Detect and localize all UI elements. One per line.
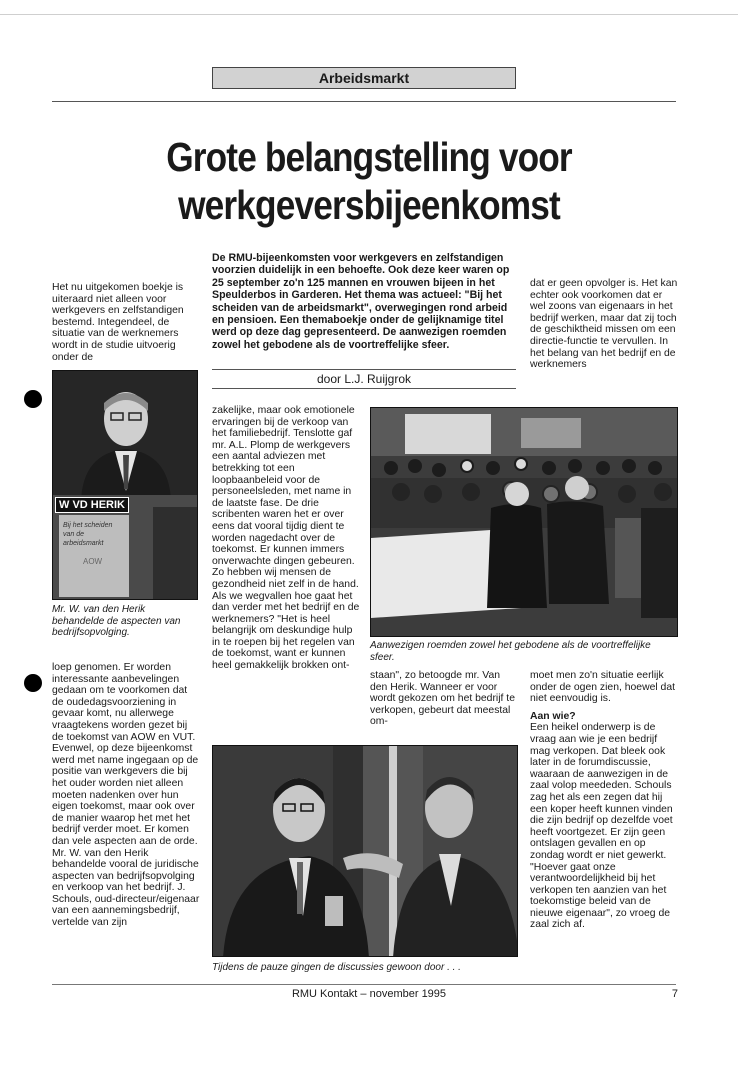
margin-dot	[24, 674, 42, 692]
right-lower-text-a: moet men zo'n situatie eerlijk onder de ogen zien, hoewel dat niet eenvoudig is.	[530, 670, 676, 705]
speaker-banner-text: Bij het scheiden van de arbeidsmarkt	[63, 522, 113, 547]
headline-line-2: werkgeversbijeenkomst	[178, 182, 560, 228]
intro-paragraph: De RMU-bijeenkomsten voor werkgevers en zelfstandigen voorzien duidelijk in een behoefte. Ook deze keer waren op 25 september zo'n 125 mannen en vrouwen bijeen in het Speulderbos in Garderen. Het thema was actueel: "Bij het scheiden van de arbeidsmarkt", overwegingen rond arbeid en pensioen. Een themaboekje onder de gelijknamige titel werd op deze dag gepresenteerd. De aanwezigen roemden zowel het gebodene als de voortreffelijke sfeer.	[212, 252, 510, 351]
speaker-banner-sub: AOW	[83, 557, 103, 566]
middle-lower-text: staan", zo betoogde mr. Van den Herik. Wanneer er voor wordt gekozen om het bedrijf te verkopen, gebeurt dat meestal om-	[370, 670, 515, 728]
left-column-bottom	[52, 662, 200, 929]
section-label: Arbeidsmarkt	[212, 67, 516, 89]
footer-rule	[52, 984, 676, 985]
middle-column	[212, 405, 360, 672]
top-border	[0, 14, 738, 15]
right-column-top	[530, 278, 678, 371]
speaker-caption: Mr. W. van den Herik behandelde de aspecten van bedrijfsopvolging.	[52, 604, 181, 638]
middle-lower-column	[370, 670, 518, 728]
right-lower-text-b: Een heikel onderwerp is de vraag aan wie je een bedrijf mag verkopen. Dat bleek ook later in de forumdiscussie, waaraan de aanwezigen in de zaal volop meededen. Schouls zag het als een zegen dat hij een koper heeft kunnen vinden die zijn bedrijf op dezelfde voet heeft voortgezet. Er zijn geen ontslagen gevallen en op zondag wordt er niet gewerkt. "Hoever gaat onze verantwoordelijkheid bij het verkopen ten aanzien van het toekomstige beleid van de nieuwe eigenaar", zo vroeg de zaal zich af.	[530, 722, 673, 931]
right-subhead: Aan wie?	[530, 710, 576, 722]
page-title	[86, 133, 652, 229]
headline-line-1: Grote belangstelling voor	[166, 134, 572, 180]
byline: door L.J. Ruijgrok	[212, 369, 516, 389]
right-top-text: dat er geen opvolger is. Het kan echter ook voorkomen dat er wel zoons van eigenaars in het bedrijf werken, maar dat zij toch de geschiktheid missen om een directie-functie te vervullen. In het belang van het bedrijf en de werknemers	[530, 278, 678, 371]
margin-dot	[24, 390, 42, 408]
right-column-bottom	[530, 670, 678, 931]
left-column-top	[52, 282, 198, 363]
left-bottom-text: loep genomen. Er worden interessante aanbevelingen gedaan om te voorkomen dat de oudedagsvoorziening in gevaar komt, nu allerwege vraagtekens worden gezet bij de toekomst van AOW en VUT. Evenwel, op deze bijeenkomst werd met name ingegaan op de positie van werkgevers die bij het ouder worden niet alleen moeten nadenken over hun eigen toekomst, maar ook over de manier waarop het met het bedrijf verder moet. Er komen dan vele aspecten aan de orde. Mr. W. van den Herik behandelde vooral de juridische aspecten van bedrijfsopvolging en verkoop van het bedrijf. J. Schouls, oud-directeur/eigenaar van een aannemingsbedrijf, vertelde van zijn	[52, 662, 200, 929]
pause-caption: Tijdens de pauze gingen de discussies gewoon door . . .	[212, 962, 461, 973]
page-number: 7	[671, 988, 678, 1000]
left-top-text: Het nu uitgekomen boekje is uiteraard niet alleen voor werkgevers en zelfstandigen bestemd. Integendeel, de situatie van de werknemers wordt in de studie uitvoerig onder de	[52, 282, 184, 363]
speaker-name-sign: W VD HERIK	[55, 497, 129, 513]
footer-publication: RMU Kontakt – november 1995	[291, 988, 447, 1000]
pause-photo	[212, 745, 518, 957]
middle-text: zakelijke, maar ook emotionele ervaringen bij de verkoop van het familiebedrijf. Tenslotte gaf mr. A.L. Plomp de werkgevers een aantal adviezen met betrekking tot een loopbaanbeleid voor de personeelsleden, met name in de laatste fase. De drie scribenten waren het er over eens dat vooral tijdig dient te worden nagedacht over de toekomst. Er kunnen immers onverwachte dingen gebeuren. Zo hebben wij mensen de gezondheid niet zelf in de hand. Als we wegvallen hoe gaat het dan verder met het bedrijf en de werknemers? "Het is heel belangrijk om deskundige hulp in te roepen bij het regelen van de toekomst, want er kunnen heel gemakkelijk brokken ont-	[212, 405, 360, 672]
audience-caption: Aanwezigen roemden zowel het gebodene als de voortreffelijke sfeer.	[370, 640, 651, 663]
audience-photo	[370, 407, 678, 637]
header-rule	[52, 101, 676, 102]
speaker-photo	[52, 370, 198, 600]
